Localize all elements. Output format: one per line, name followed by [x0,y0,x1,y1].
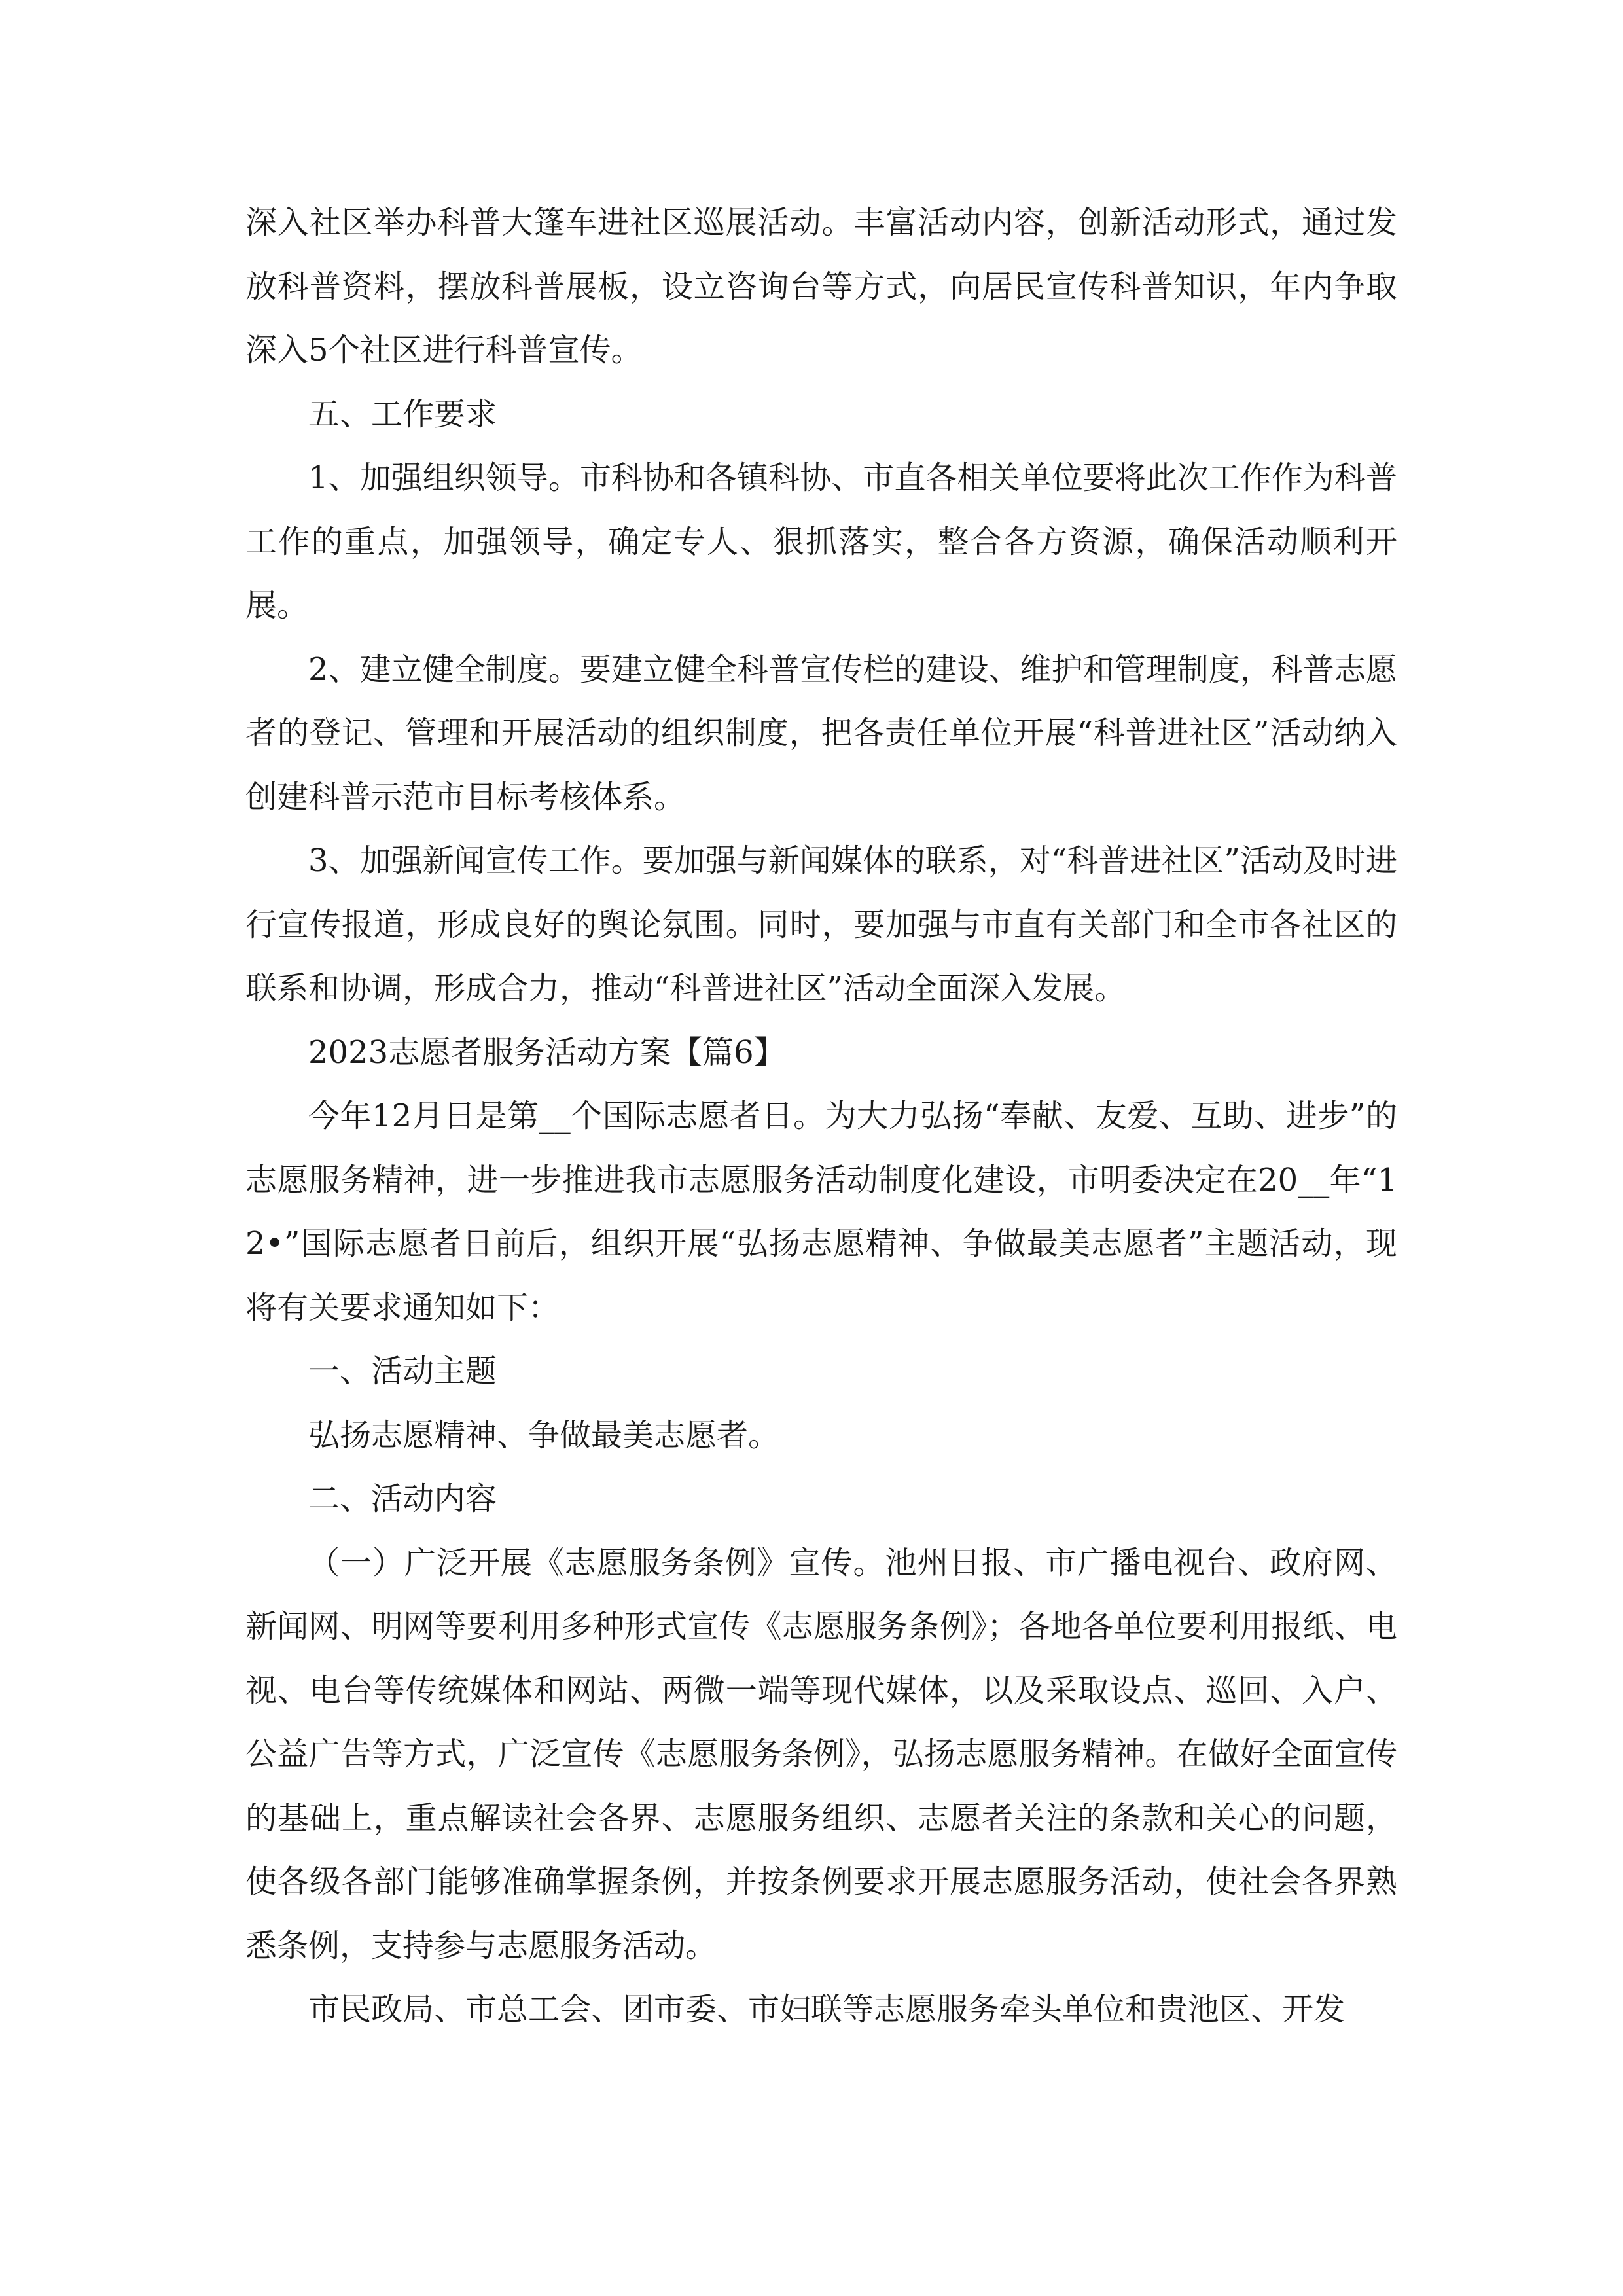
section-title-plan-6: 2023志愿者服务活动方案【篇6】 [308,1033,785,1071]
heading-activity-theme: 一、活动主题 [308,1353,497,1390]
document-page [245,191,1397,2042]
paragraph-content-1: （一）广泛开展《志愿服务条例》宣传。池州日报、市广播电视台、政府网、新闻网、明网等要利用多种形式宣传《志愿服务条例》；各地各单位要利用报纸、电视、电台等传统媒体和网站、两微一端等现代媒体，以及采取设点、巡回、入户、公益广告等方式，广泛宣传《志愿服务条例》，弘扬志愿服务精神。在做好全面宣传的基础上，重点解读社会各界、志愿服务组织、志愿者关注的条款和关心的问题，使各级各部门能够准确掌握条例，并按条例要求开展志愿服务活动，使社会各界熟悉条例，支持参与志愿服务活动。 [245,1544,1397,1964]
paragraph-requirement-3: 3、加强新闻宣传工作。要加强与新闻媒体的联系，对“科普进社区”活动及时进行宣传报道，形成良好的舆论氛围。同时，要加强与市直有关部门和全市各社区的联系和协调，形成合力，推动“科普进社区”活动全面深入发展。 [245,842,1397,1007]
heading-work-requirements: 五、工作要求 [308,395,497,433]
paragraph-intro: 今年12月日是第__个国际志愿者日。为大力弘扬“奉献、友爱、互助、进步”的志愿服务精神，进一步推进我市志愿服务活动制度化建设，市明委决定在20__年“12•”国际志愿者日前后，组织开展“弘扬志愿精神、争做最美志愿者”主题活动，现将有关要求通知如下： [245,1098,1397,1326]
paragraph-requirement-2: 2、建立健全制度。要建立健全科普宣传栏的建设、维护和管理制度，科普志愿者的登记、管理和开展活动的组织制度，把各责任单位开展“科普进社区”活动纳入创建科普示范市目标考核体系。 [245,651,1397,816]
heading-activity-content: 二、活动内容 [308,1480,497,1517]
paragraph-requirement-1: 1、加强组织领导。市科协和各镇科协、市直各相关单位要将此次工作作为科普工作的重点，加强领导，确定专人、狠抓落实，整合各方资源，确保活动顺利开展。 [245,459,1397,624]
paragraph-lead-units: 市民政局、市总工会、团市委、市妇联等志愿服务牵头单位和贵池区、开发 [308,1991,1346,2028]
paragraph-theme: 弘扬志愿精神、争做最美志愿者。 [308,1416,780,1454]
paragraph-outreach-continued: 深入社区举办科普大篷车进社区巡展活动。丰富活动内容，创新活动形式，通过发放科普资料，摆放科普展板，设立咨询台等方式，向居民宣传科普知识，年内争取深入5个社区进行科普宣传。 [245,204,1397,368]
